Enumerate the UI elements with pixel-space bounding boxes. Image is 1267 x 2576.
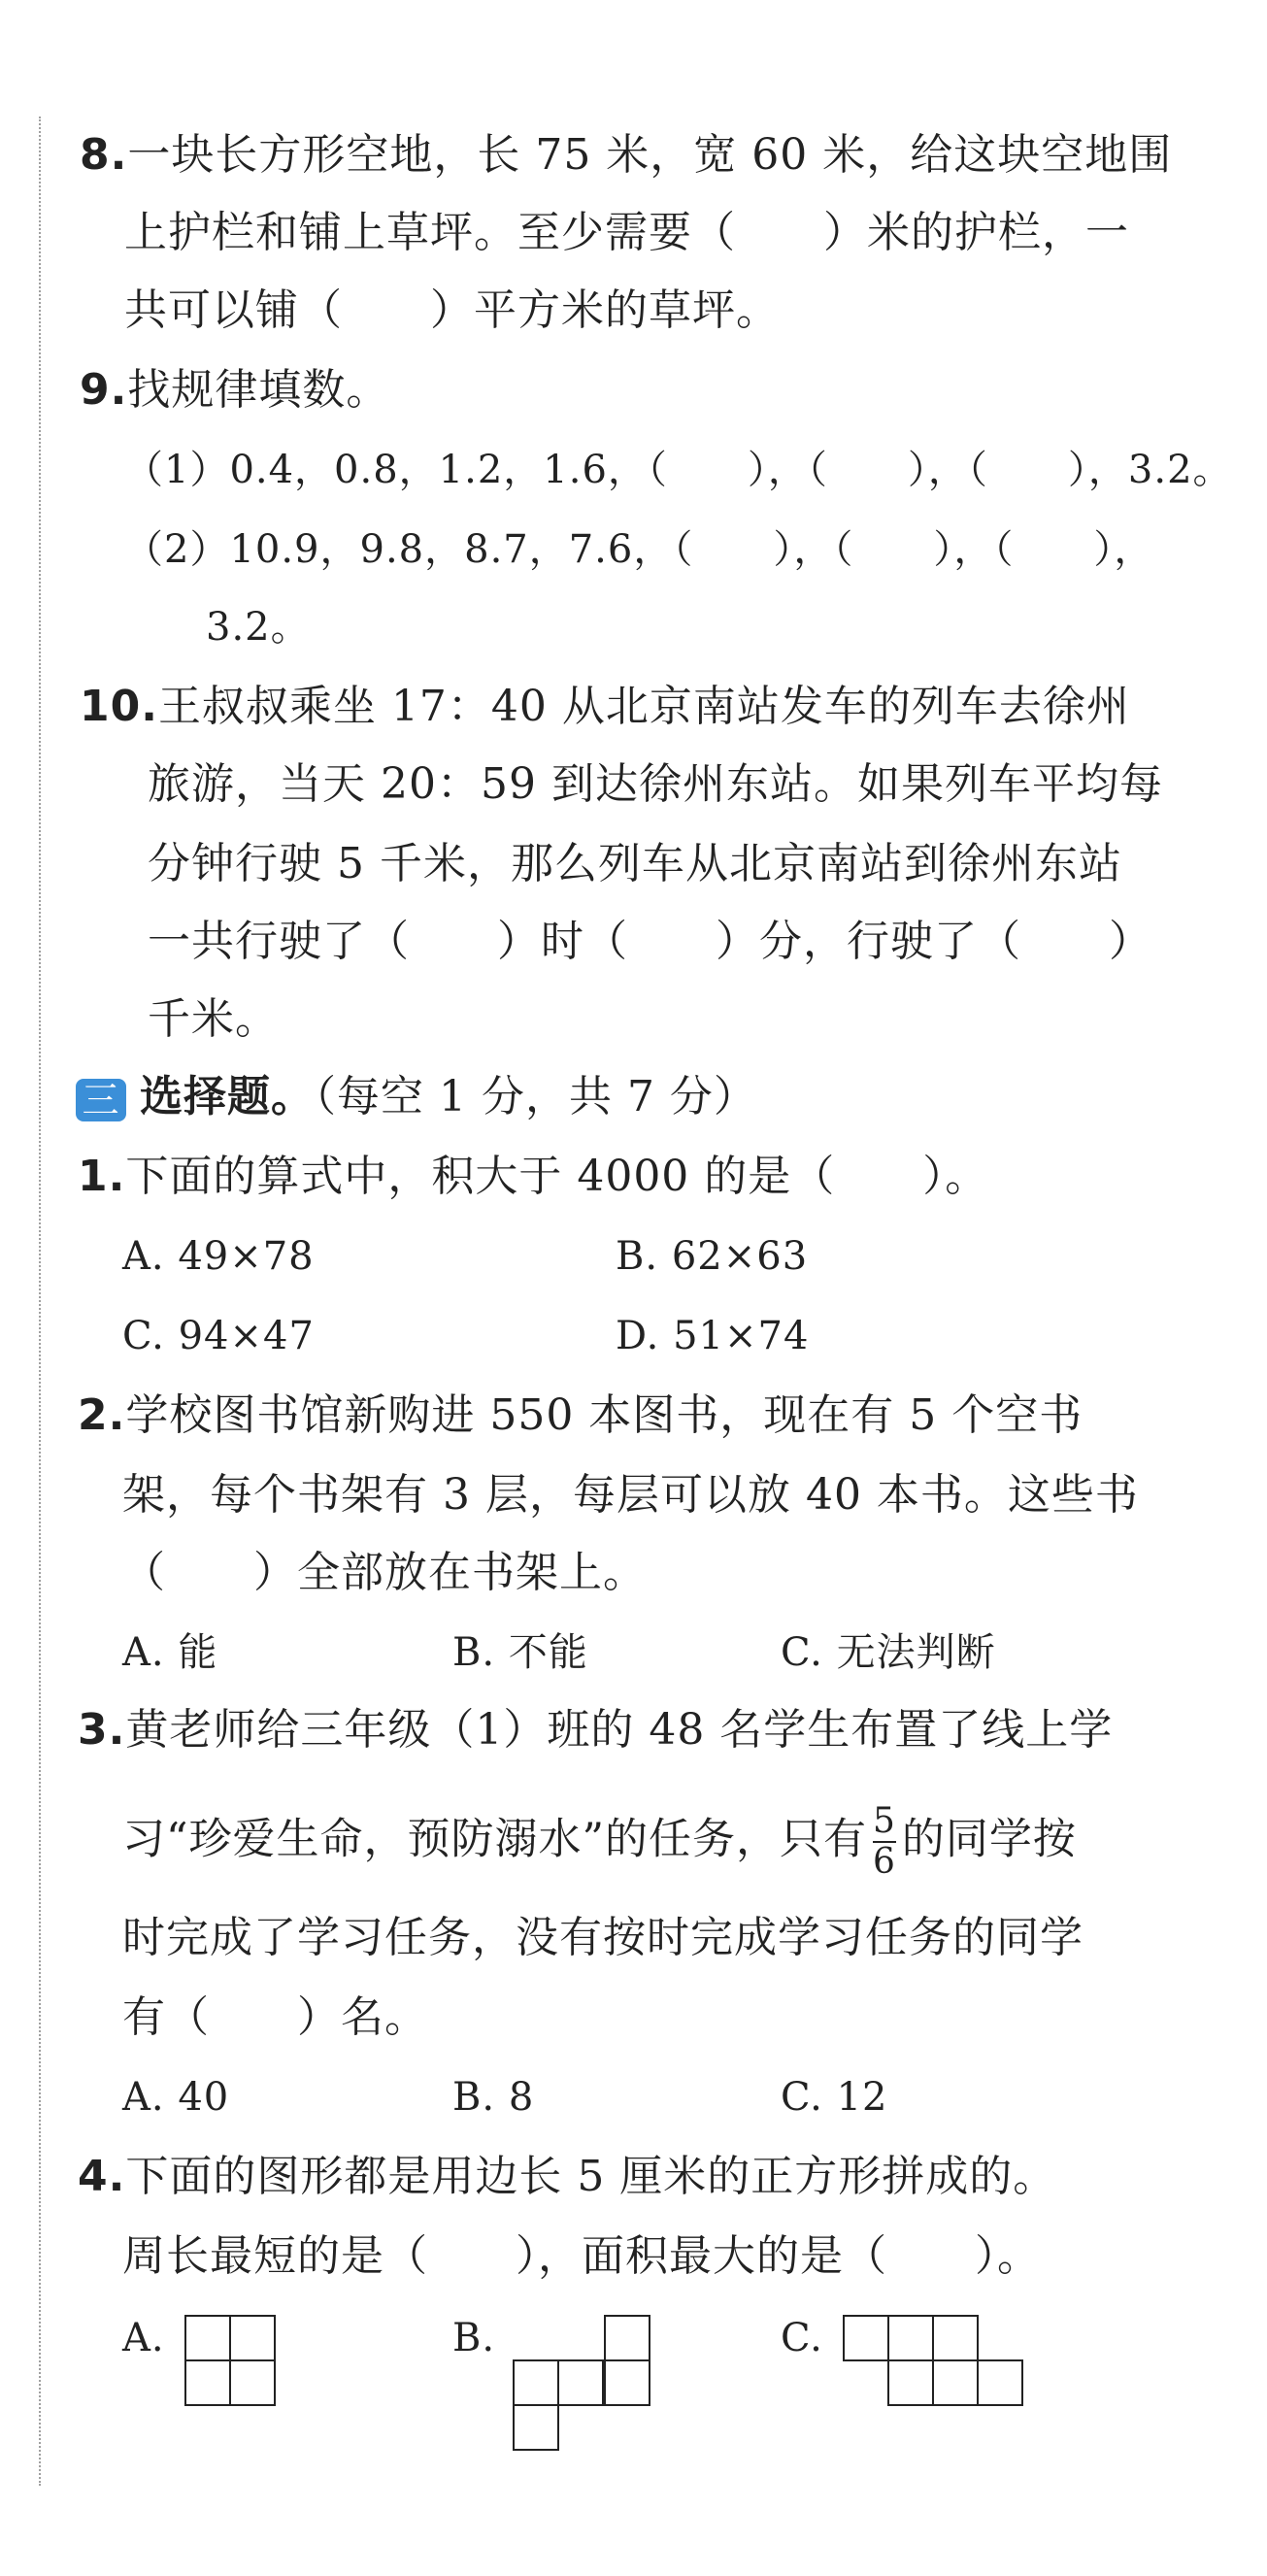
choice-q2-option-a: A. 能: [122, 1630, 218, 1675]
choice-q3-option-a: A. 40: [122, 2075, 230, 2120]
section-3-icon: 三: [76, 1079, 126, 1121]
question-10-number: 10.: [80, 682, 158, 731]
choice-q3-line-1: 3.黄老师给三年级（1）班的 48 名学生布置了线上学: [78, 1705, 1114, 1755]
question-9-sub-2-cont: 3.2。: [206, 605, 311, 650]
question-9-sub-1: （1）0.4，0.8，1.2，1.6，（ ），（ ），（ ），3.2。: [124, 448, 1233, 492]
choice-q3-line-3: 时完成了学习任务，没有按时完成学习任务的同学: [122, 1913, 1084, 1962]
figure-b-staircase-shape: [513, 2315, 650, 2453]
choice-q3-option-b: B. 8: [452, 2075, 535, 2120]
choice-q1-option-d: D. 51×74: [616, 1314, 810, 1358]
choice-q2-line-3: （ ）全部放在书架上。: [122, 1548, 647, 1597]
question-9-sub-2: （2）10.9，9.8，8.7，7.6，（ ），（ ），（ ），: [124, 527, 1154, 572]
choice-q2-line-2: 架，每个书架有 3 层，每层可以放 40 本书。这些书: [122, 1470, 1139, 1520]
choice-q4-line-1: 4.下面的图形都是用边长 5 厘米的正方形拼成的。: [78, 2152, 1057, 2201]
figure-label-a: A.: [122, 2316, 165, 2360]
figure-c-offset-rows-shape: [843, 2315, 1025, 2406]
choice-q3-line-2: 习“珍爱生命，预防溺水”的任务，只有 $\frac{5}{6}$ 的同学按: [122, 1801, 1077, 1882]
question-9-line-1: 9.找规律填数。: [80, 365, 390, 415]
choice-q2-option-b: B. 不能: [452, 1630, 588, 1675]
choice-q1-option-b: B. 62×63: [616, 1234, 809, 1279]
choice-q3-option-c: C. 12: [781, 2075, 888, 2120]
question-9-number: 9.: [80, 365, 128, 415]
figure-label-c: C.: [781, 2316, 823, 2360]
choice-q3-number: 3.: [78, 1705, 126, 1755]
choice-q1-stem: 1.下面的算式中，积大于 4000 的是（ ）。: [78, 1152, 989, 1201]
section-3-title: 选择题。: [140, 1072, 315, 1121]
question-8-line-1: 8.一块长方形空地，长 75 米，宽 60 米，给这块空地围: [80, 130, 1173, 180]
question-10-line-4: 一共行驶了（ ）时（ ）分，行驶了（ ）: [148, 917, 1152, 966]
choice-q1-number: 1.: [78, 1152, 126, 1201]
question-8-number: 8.: [80, 130, 128, 180]
question-10-line-3: 分钟行驶 5 千米，那么列车从北京南站到徐州东站: [148, 839, 1122, 888]
choice-q3-line-4: 有（ ）名。: [122, 1992, 428, 2042]
choice-q4-line-2: 周长最短的是（ ），面积最大的是（ ）。: [122, 2231, 1041, 2281]
figure-label-b: B.: [452, 2316, 496, 2360]
choice-q2-option-c: C. 无法判断: [781, 1630, 996, 1675]
figure-a-square-grid: [184, 2315, 276, 2406]
section-3-note: （每空 1 分，共 7 分）: [315, 1072, 757, 1121]
question-10-line-1: 10.王叔叔乘坐 17：40 从北京南站发车的列车去徐州: [80, 682, 1130, 731]
choice-q1-option-a: A. 49×78: [122, 1234, 315, 1279]
section-3-header: [76, 1068, 757, 1126]
question-8-line-3: 共可以铺（ ）平方米的草坪。: [124, 285, 780, 335]
choice-q2-line-1: 2.学校图书馆新购进 550 本图书，现在有 5 个空书: [78, 1390, 1084, 1440]
question-10-line-5: 千米。: [148, 994, 279, 1044]
fraction-five-sixths: $\frac{5}{6}$: [873, 1801, 896, 1882]
choice-q4-number: 4.: [78, 2152, 126, 2201]
question-10-line-2: 旅游，当天 20：59 到达徐州东站。如果列车平均每: [148, 759, 1163, 809]
choice-q2-number: 2.: [78, 1390, 126, 1440]
choice-q1-option-c: C. 94×47: [122, 1314, 315, 1358]
question-8-line-2: 上护栏和铺上草坪。至少需要（ ）米的护栏，一: [124, 208, 1129, 257]
